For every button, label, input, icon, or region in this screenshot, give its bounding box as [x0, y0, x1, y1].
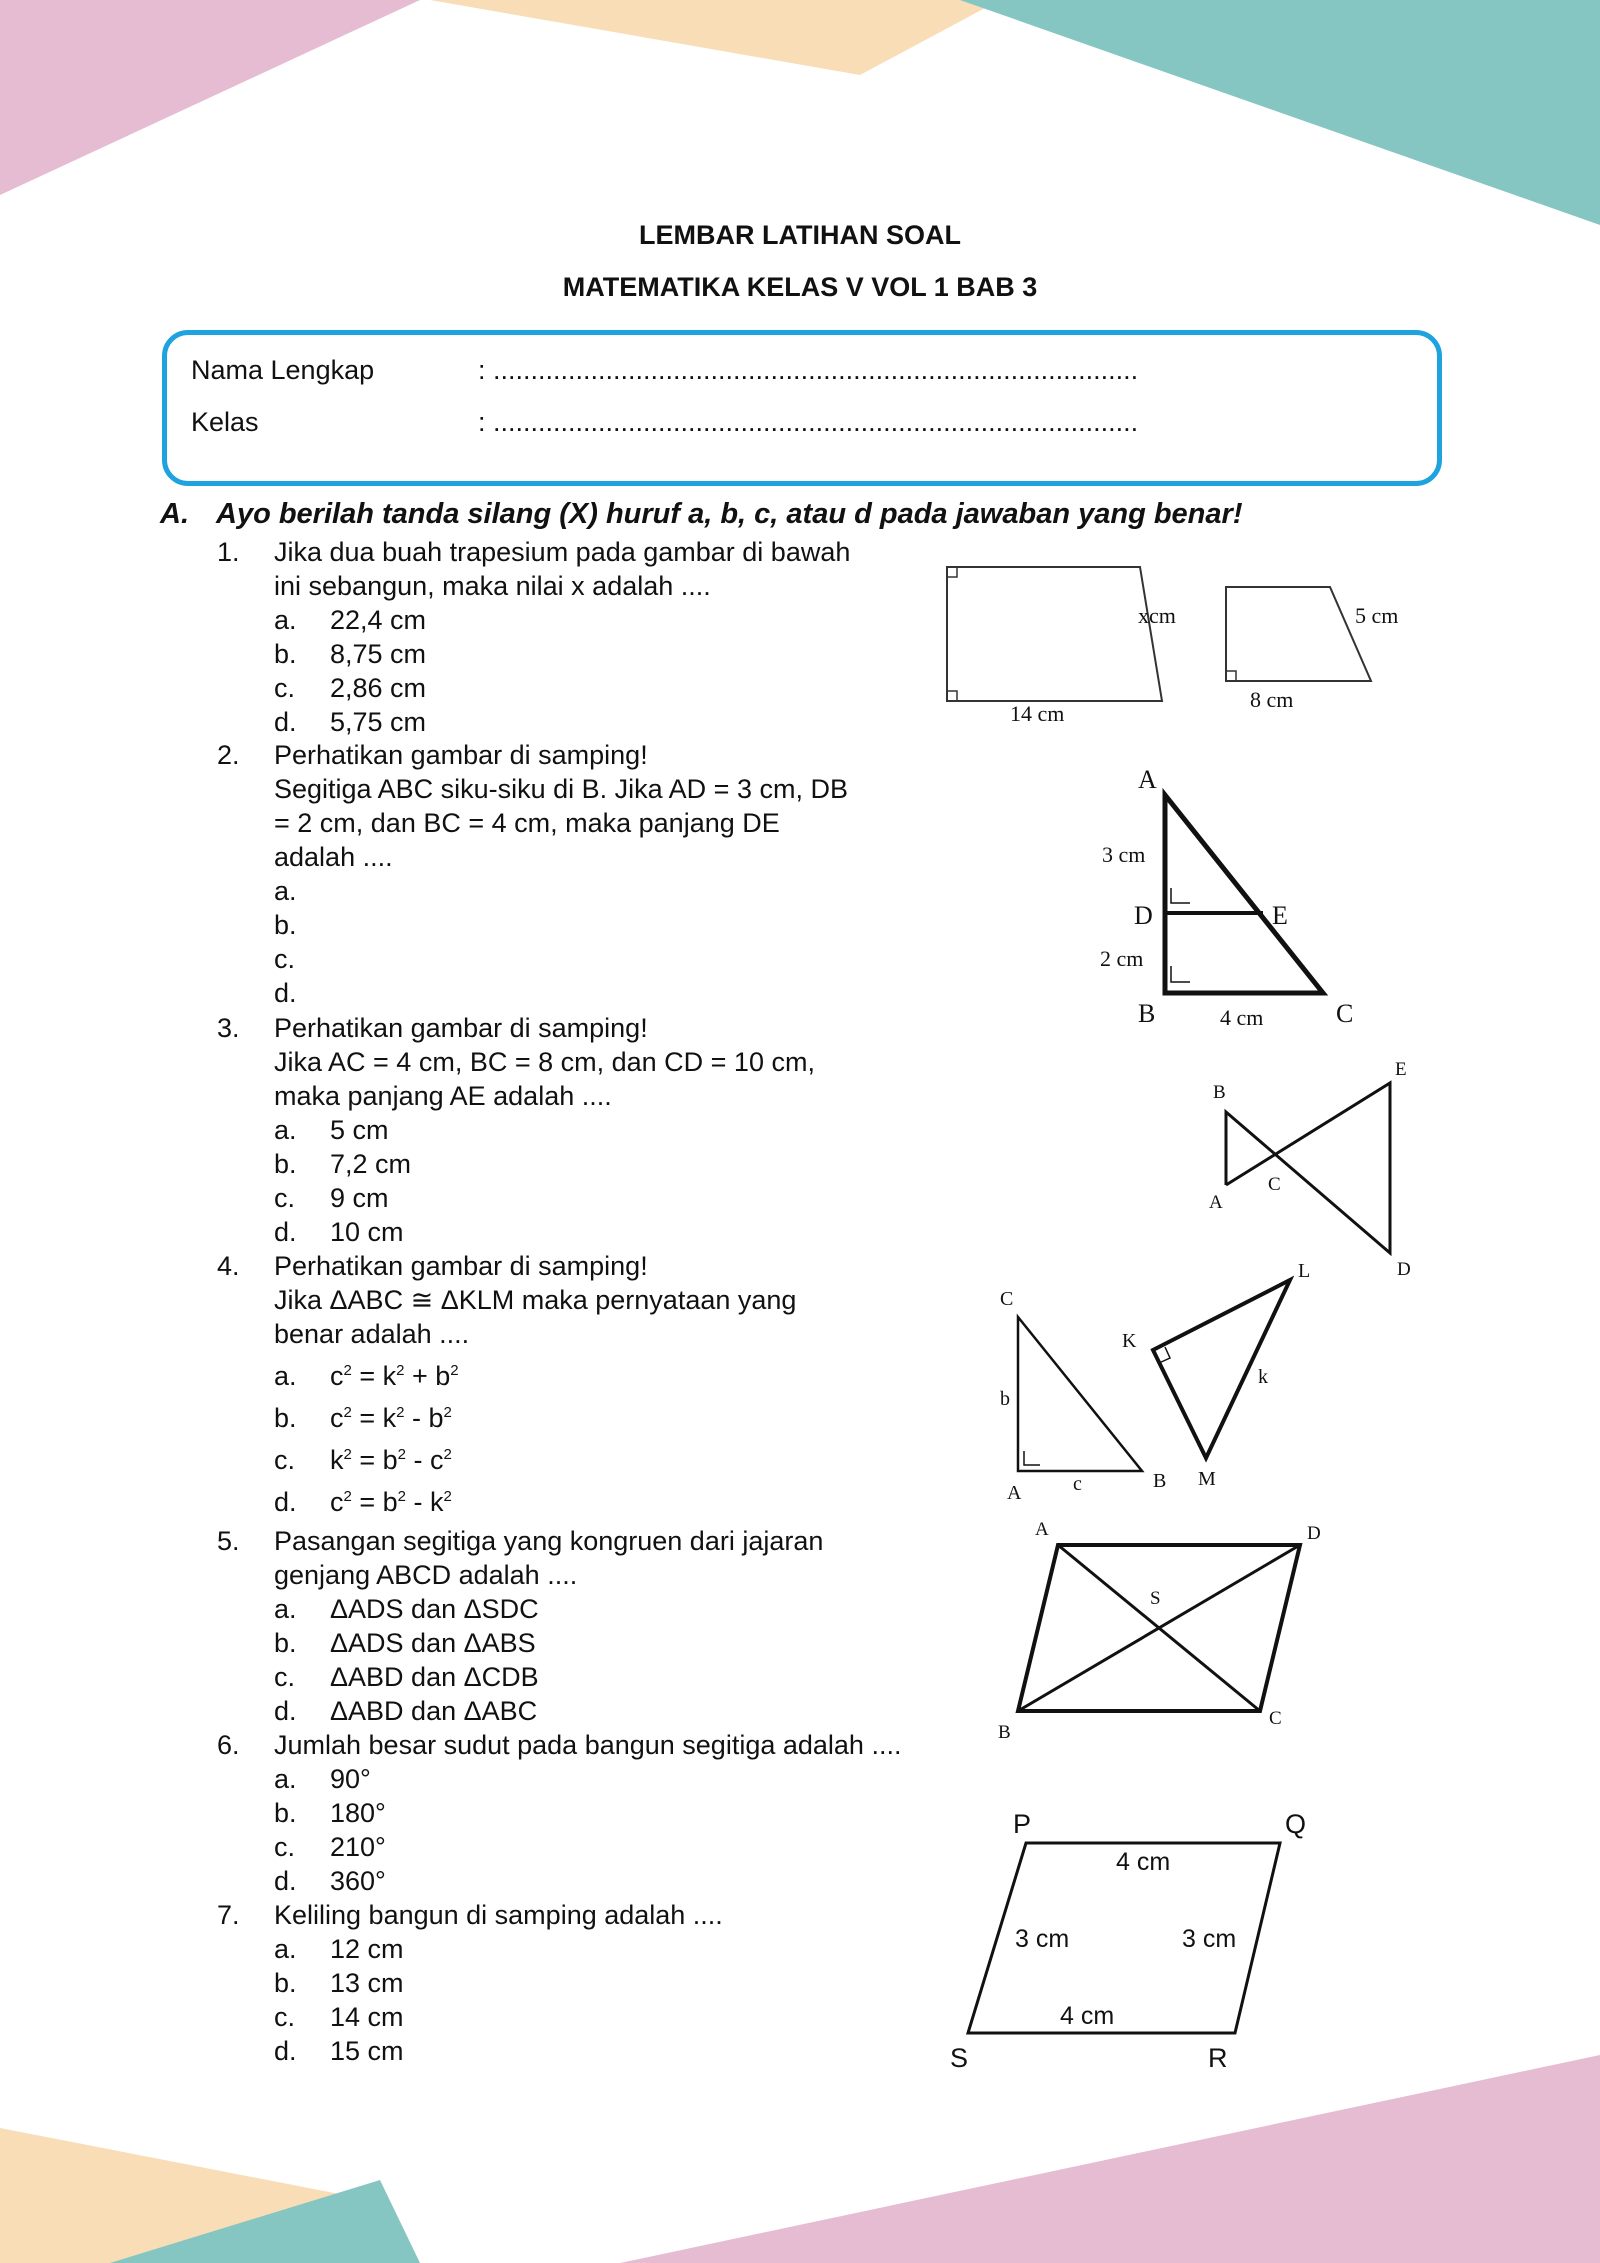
label-5cm: 5 cm	[1355, 603, 1399, 628]
figure-triangle-abc	[1090, 760, 1380, 1030]
option-text: ΔADS dan ΔSDC	[330, 1594, 539, 1624]
side-k: k	[1258, 1366, 1268, 1388]
question-stem	[274, 738, 848, 874]
label-8cm: 8 cm	[1250, 687, 1294, 712]
question-stem	[274, 535, 850, 603]
formula-exponent: 2	[450, 1362, 459, 1379]
deco-teal-top-right	[960, 0, 1600, 225]
option-letter: c.	[274, 944, 296, 974]
vertex-b: B	[998, 1722, 1011, 1743]
option-text: 14 cm	[330, 2002, 404, 2032]
option-letter: a.	[274, 1115, 297, 1145]
stem-line: benar adalah ....	[274, 1319, 470, 1349]
question-stem	[274, 1524, 823, 1592]
side-c: c	[1073, 1473, 1082, 1495]
class-field[interactable]: : ......................................................................................	[478, 407, 1139, 437]
option-letter: b.	[274, 1968, 297, 1998]
option-c[interactable]	[274, 1443, 796, 1485]
formula-exponent: 2	[396, 1404, 405, 1421]
figure-trapezoids	[930, 555, 1430, 735]
option-letter: c.	[274, 1662, 296, 1692]
option-text: 2,86 cm	[330, 673, 427, 703]
formula-term: c	[330, 1361, 344, 1391]
question-7	[217, 1898, 723, 2068]
option-letter: d.	[274, 1696, 297, 1726]
option-letter: b.	[274, 639, 297, 669]
formula-exponent: 2	[443, 1404, 452, 1421]
vertex-c: C	[1000, 1288, 1014, 1310]
option-text: 5,75 cm	[330, 707, 427, 737]
option-letter: c.	[274, 1183, 296, 1213]
question-number: 6.	[217, 1730, 240, 1760]
option-text: 180°	[330, 1798, 386, 1828]
option-b[interactable]	[274, 1796, 901, 1830]
option-letter: b.	[274, 910, 297, 940]
trapezoid-small	[1226, 587, 1371, 681]
option-b[interactable]	[274, 1626, 823, 1660]
option-letter: a.	[274, 1764, 297, 1794]
page-subtitle: MATEMATIKA KELAS V VOL 1 BAB 3	[562, 272, 1038, 302]
question-stem	[274, 1898, 723, 1932]
option-d[interactable]	[274, 2034, 723, 2068]
question-number: 2.	[217, 740, 240, 770]
option-d[interactable]	[274, 1864, 901, 1898]
stem-line: = 2 cm, dan BC = 4 cm, maka panjang DE	[274, 808, 780, 838]
question-6	[217, 1728, 901, 1898]
class-label: Kelas	[191, 407, 259, 437]
option-a[interactable]	[274, 1359, 796, 1401]
option-text: 7,2 cm	[330, 1149, 412, 1179]
right-angle-mark	[1226, 671, 1236, 681]
question-number: 1.	[217, 537, 240, 567]
option-letter: d.	[274, 1487, 297, 1517]
option-letter: c.	[274, 1445, 296, 1475]
option-letter: d.	[274, 978, 297, 1008]
deco-peach-top	[430, 0, 1000, 75]
name-field[interactable]: : ......................................................................................	[478, 355, 1139, 385]
stem-line: Pasangan segitiga yang kongruen dari jajaran	[274, 1526, 824, 1556]
formula-exponent: 2	[343, 1488, 352, 1505]
option-letter: d.	[274, 1217, 297, 1247]
label-bottom: 4 cm	[1060, 2002, 1115, 2030]
option-letter: d.	[274, 1866, 297, 1896]
triangle-abc	[1165, 795, 1323, 993]
formula-exponent: 2	[443, 1488, 452, 1505]
formula-term: = b	[351, 1445, 398, 1475]
stem-line: maka panjang AE adalah ....	[274, 1081, 612, 1111]
question-2	[217, 738, 848, 1010]
option-letter: a.	[274, 1594, 297, 1624]
vertex-d: D	[1397, 1259, 1411, 1280]
formula-term: + b	[404, 1361, 451, 1391]
label-x: xcm	[1138, 603, 1176, 628]
formula-term: c	[330, 1403, 344, 1433]
option-c[interactable]	[274, 671, 850, 705]
option-text: ΔABD dan ΔCDB	[330, 1662, 539, 1692]
option-a[interactable]	[274, 1592, 823, 1626]
option-b[interactable]	[274, 1401, 796, 1443]
vertex-b: B	[1213, 1082, 1226, 1103]
deco-pink-bottom-right	[620, 2055, 1600, 2263]
option-a[interactable]	[274, 874, 848, 908]
option-letter: a.	[274, 1361, 297, 1391]
right-angle-mark	[947, 691, 957, 701]
option-d[interactable]	[274, 1694, 823, 1728]
option-text: 90°	[330, 1764, 371, 1794]
formula-exponent: 2	[397, 1488, 406, 1505]
vertex-q: Q	[1285, 1809, 1307, 1839]
section-instruction: Ayo berilah tanda silang (X) huruf a, b, c, atau d pada jawaban yang benar!	[216, 498, 1243, 530]
stem-line: Perhatikan gambar di samping!	[274, 1013, 648, 1043]
question-3	[217, 1011, 815, 1249]
option-d[interactable]	[274, 1215, 815, 1249]
label-4cm: 4 cm	[1220, 1005, 1264, 1030]
side-b: b	[1000, 1388, 1010, 1410]
option-letter: d.	[274, 2036, 297, 2066]
formula-term: = b	[351, 1487, 398, 1517]
question-4	[217, 1249, 796, 1527]
vertex-k: K	[1122, 1330, 1137, 1352]
question-5	[217, 1524, 823, 1728]
formula-term: k	[330, 1445, 344, 1475]
option-d[interactable]	[274, 705, 850, 739]
option-b[interactable]	[274, 908, 848, 942]
option-c[interactable]	[274, 2000, 723, 2034]
vertex-a: A	[1007, 1482, 1022, 1504]
right-angle-mark	[947, 567, 957, 577]
vertex-e: E	[1272, 901, 1288, 930]
vertex-a: A	[1209, 1192, 1223, 1213]
vertex-r: R	[1208, 2043, 1228, 2073]
option-text: 8,75 cm	[330, 639, 427, 669]
formula-exponent: 2	[343, 1362, 352, 1379]
stem-line: Keliling bangun di samping adalah ....	[274, 1900, 723, 1930]
option-letter: c.	[274, 1832, 296, 1862]
option-text: ΔADS dan ΔABS	[330, 1628, 536, 1658]
triangle-klm	[1153, 1280, 1290, 1458]
option-b[interactable]	[274, 1147, 815, 1181]
stem-line: Perhatikan gambar di samping!	[274, 1251, 648, 1281]
vertex-p: P	[1013, 1809, 1032, 1839]
question-1	[217, 535, 850, 739]
option-text: ΔABD dan ΔABC	[330, 1696, 538, 1726]
vertex-m: M	[1198, 1468, 1216, 1490]
vertex-b: B	[1138, 999, 1156, 1028]
center-s: S	[1150, 1588, 1161, 1609]
label-2cm: 2 cm	[1100, 946, 1144, 971]
bowtie-lines	[1226, 1083, 1390, 1253]
option-letter: b.	[274, 1149, 297, 1179]
question-number: 4.	[217, 1251, 240, 1281]
option-text: 9 cm	[330, 1183, 389, 1213]
stem-line: genjang ABCD adalah ....	[274, 1560, 578, 1590]
option-a[interactable]	[274, 603, 850, 637]
right-angle-mark	[1024, 1451, 1040, 1465]
label-right: 3 cm	[1182, 1925, 1237, 1953]
option-letter: c.	[274, 2002, 296, 2032]
option-d[interactable]	[274, 976, 848, 1010]
option-letter: b.	[274, 1403, 297, 1433]
vertex-l: L	[1298, 1260, 1311, 1282]
vertex-a: A	[1035, 1519, 1049, 1540]
vertex-c: C	[1336, 999, 1354, 1028]
option-letter: c.	[274, 673, 296, 703]
option-text: 360°	[330, 1866, 386, 1896]
label-left: 3 cm	[1015, 1925, 1070, 1953]
option-text: 12 cm	[330, 1934, 404, 1964]
label-top: 4 cm	[1116, 1848, 1171, 1876]
option-a[interactable]	[274, 1932, 723, 1966]
stem-line: ini sebangun, maka nilai x adalah ....	[274, 571, 711, 601]
option-letter: a.	[274, 1934, 297, 1964]
option-letter: b.	[274, 1798, 297, 1828]
page-title: LEMBAR LATIHAN SOAL	[639, 220, 961, 250]
deco-pink-top-left	[0, 0, 420, 195]
stem-line: Segitiga ABC siku-siku di B. Jika AD = 3 cm, DB	[274, 774, 848, 804]
stem-line: Jumlah besar sudut pada bangun segitiga adalah ....	[274, 1730, 902, 1760]
formula-exponent: 2	[397, 1446, 406, 1463]
vertex-c: C	[1269, 1708, 1282, 1729]
option-letter: b.	[274, 1628, 297, 1658]
vertex-a: A	[1138, 765, 1157, 794]
formula-exponent: 2	[343, 1404, 352, 1421]
option-text: 13 cm	[330, 1968, 404, 1998]
figure-bowtie	[1200, 1050, 1430, 1290]
right-angle-mark	[1159, 1347, 1170, 1363]
class-row	[191, 407, 1138, 438]
name-row	[191, 355, 1138, 386]
formula-exponent: 2	[443, 1446, 452, 1463]
option-letter: a.	[274, 876, 297, 906]
option-letter: a.	[274, 605, 297, 635]
vertex-b: B	[1153, 1470, 1167, 1492]
formula-term: = k	[351, 1403, 397, 1433]
option-c[interactable]	[274, 942, 848, 976]
vertex-c: C	[1268, 1174, 1281, 1195]
question-number: 5.	[217, 1526, 240, 1556]
label-3cm: 3 cm	[1102, 842, 1146, 867]
option-letter: d.	[274, 707, 297, 737]
option-a[interactable]	[274, 1762, 901, 1796]
option-text: 22,4 cm	[330, 605, 427, 635]
option-b[interactable]	[274, 1966, 723, 2000]
option-c[interactable]	[274, 1181, 815, 1215]
option-text: 10 cm	[330, 1217, 404, 1247]
formula-exponent: 2	[343, 1446, 352, 1463]
stem-line: Jika ΔABC ≅ ΔKLM maka pernyataan yang	[274, 1285, 797, 1315]
right-angle-mark	[1171, 966, 1190, 982]
question-stem	[274, 1249, 796, 1351]
question-number: 7.	[217, 1900, 240, 1930]
formula-term: = k	[351, 1361, 397, 1391]
diagonal-bd	[1018, 1545, 1300, 1711]
trapezoid-large	[947, 567, 1162, 701]
vertex-d: D	[1307, 1523, 1321, 1544]
section-heading	[160, 498, 1242, 531]
option-text: 210°	[330, 1832, 386, 1862]
figure-parallelogram-pqrs	[940, 1805, 1320, 2075]
option-c[interactable]	[274, 1830, 901, 1864]
formula-term: - c	[405, 1445, 444, 1475]
option-c[interactable]	[274, 1660, 823, 1694]
option-d[interactable]	[274, 1485, 796, 1527]
figure-parallelogram-abcd	[985, 1515, 1330, 1745]
formula-term: - b	[404, 1403, 444, 1433]
formula-term: - k	[405, 1487, 444, 1517]
stem-line: Jika AC = 4 cm, BC = 8 cm, dan CD = 10 cm,	[274, 1047, 815, 1077]
vertex-d: D	[1134, 901, 1153, 930]
formula-exponent: 2	[396, 1362, 405, 1379]
stem-line: Jika dua buah trapesium pada gambar di bawah	[274, 537, 851, 567]
right-angle-mark	[1171, 888, 1190, 903]
vertex-s: S	[950, 2043, 969, 2073]
option-text: 15 cm	[330, 2036, 404, 2066]
identity-box	[162, 330, 1442, 486]
option-a[interactable]	[274, 1113, 815, 1147]
stem-line: Perhatikan gambar di samping!	[274, 740, 648, 770]
stem-line: adalah ....	[274, 842, 393, 872]
question-number: 3.	[217, 1013, 240, 1043]
question-stem	[274, 1011, 815, 1113]
name-label: Nama Lengkap	[191, 355, 375, 385]
label-14cm: 14 cm	[1010, 701, 1065, 726]
figure-congruent-triangles	[990, 1255, 1320, 1505]
section-letter: A.	[160, 498, 189, 530]
formula-term: c	[330, 1487, 344, 1517]
option-b[interactable]	[274, 637, 850, 671]
question-stem	[274, 1728, 901, 1762]
vertex-e: E	[1395, 1059, 1407, 1080]
option-text: 5 cm	[330, 1115, 389, 1145]
